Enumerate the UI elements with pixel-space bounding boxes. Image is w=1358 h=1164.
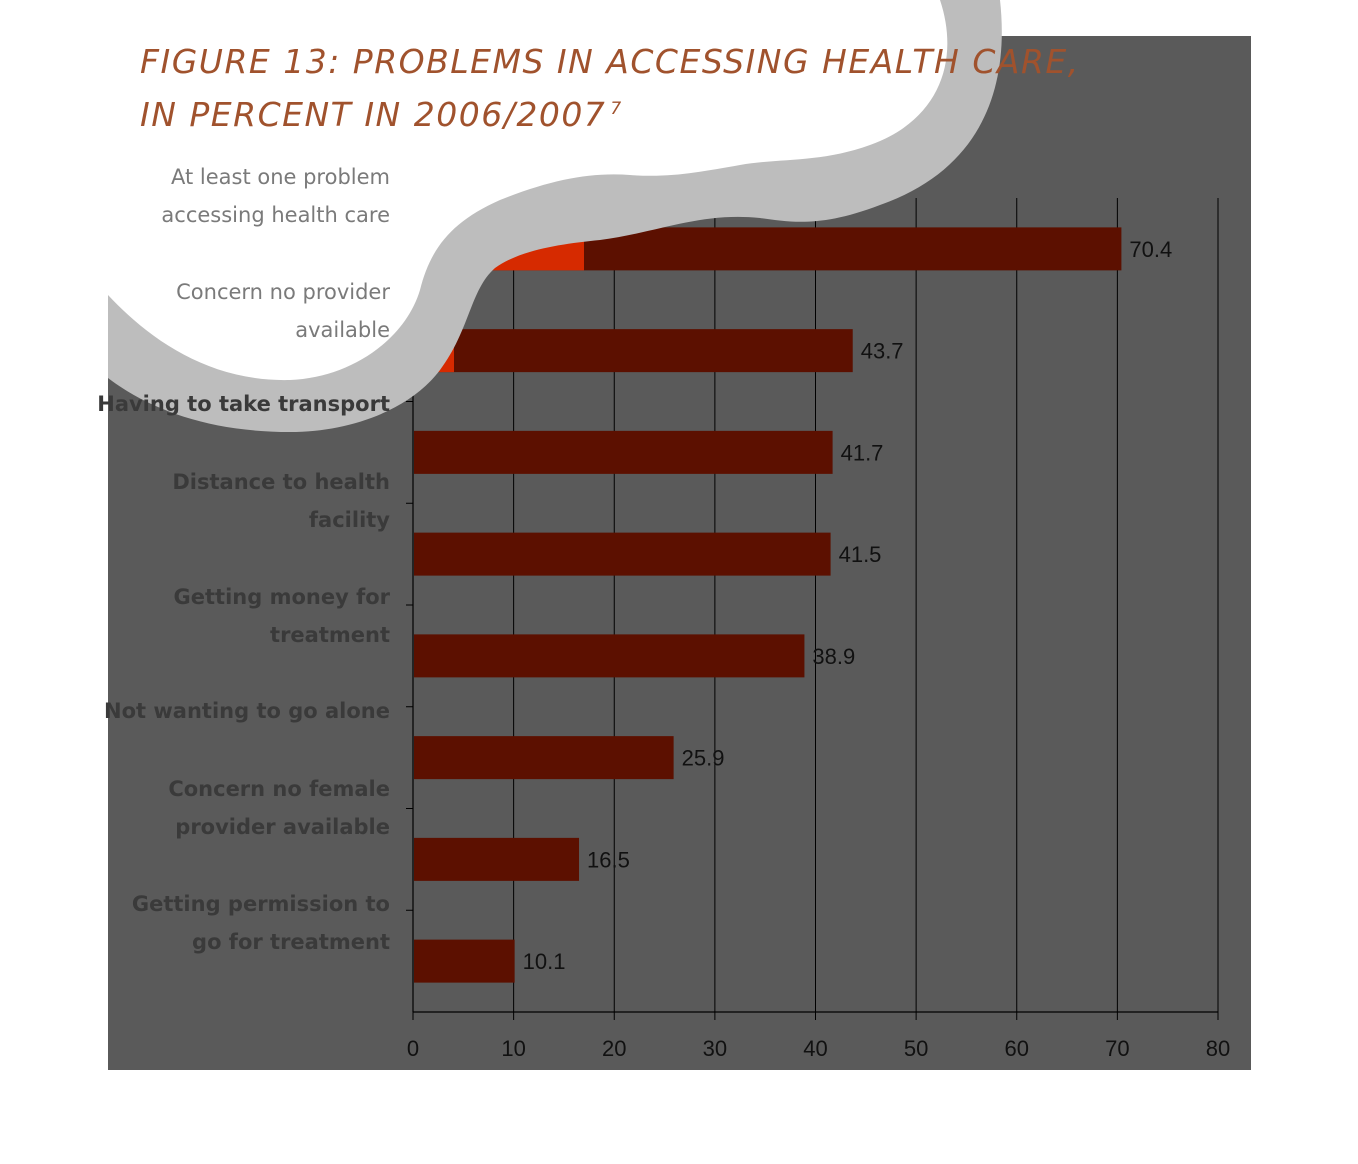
x-tick-label-0: 0: [406, 1036, 420, 1061]
category-label-2-line-2: available: [295, 318, 390, 342]
category-label-2-line-1: Concern no provider: [176, 280, 390, 304]
figure-footnote-marker: 7: [610, 99, 623, 119]
bar-8: [414, 940, 515, 983]
bar-6: [414, 736, 674, 779]
value-label-3: 41.7: [840, 440, 884, 466]
category-label-8-line-1: Getting permission to: [131, 892, 390, 916]
figure-title-line-1: FIGURE 13: PROBLEMS IN ACCESSING HEALTH CARE,: [140, 42, 1080, 81]
value-label-8: 10.1: [522, 949, 566, 975]
bar-2: [414, 329, 853, 372]
x-tick-label-20: 20: [602, 1036, 627, 1061]
value-label-2: 43.7: [860, 338, 904, 364]
x-tick-label-40: 40: [803, 1036, 828, 1061]
x-tick-label-80: 80: [1205, 1036, 1231, 1061]
bar-5: [414, 634, 804, 677]
figure-title-line-2: [140, 95, 623, 134]
category-label-3-line-1: Having to take transport: [97, 392, 390, 416]
x-tick-label-70: 70: [1105, 1036, 1130, 1061]
category-label-5: [10, 578, 390, 654]
category-label-5-line-2: treatment: [270, 623, 390, 647]
category-label-1-line-1: At least one problem: [170, 165, 390, 189]
category-label-7-line-1: Concern no female: [168, 777, 390, 801]
category-label-3: [10, 385, 390, 423]
value-label-4: 41.5: [838, 542, 882, 568]
x-tick-label-30: 30: [702, 1036, 728, 1061]
value-label-7: 16.5: [587, 847, 630, 873]
figure-title-line-2-text: IN PERCENT IN 2006/2007: [140, 95, 607, 134]
category-label-8-line-2: go for treatment: [192, 930, 390, 954]
value-label-5: 38.9: [812, 643, 856, 669]
x-tick-label-60: 60: [1004, 1036, 1029, 1061]
value-label-6: 25.9: [681, 745, 725, 771]
value-label-1: 70.4: [1129, 236, 1173, 262]
category-label-4: [10, 463, 390, 539]
x-tick-label-50: 50: [903, 1036, 929, 1061]
category-label-6: [10, 692, 390, 730]
x-tick-label-10: 10: [501, 1036, 526, 1061]
category-label-4-line-2: facility: [308, 508, 390, 532]
category-label-2: [10, 273, 390, 349]
category-label-6-line-1: Not wanting to go alone: [104, 699, 390, 723]
category-label-7: [10, 770, 390, 846]
category-label-4-line-1: Distance to health: [172, 470, 390, 494]
category-label-1-line-2: accessing health care: [161, 203, 390, 227]
category-label-8: [10, 885, 390, 961]
category-label-7-line-2: provider available: [175, 815, 390, 839]
category-label-1: [10, 158, 390, 234]
bar-7: [414, 838, 579, 881]
bar-4: [414, 533, 831, 576]
bar-3: [414, 431, 833, 474]
category-label-5-line-1: Getting money for: [173, 585, 390, 609]
